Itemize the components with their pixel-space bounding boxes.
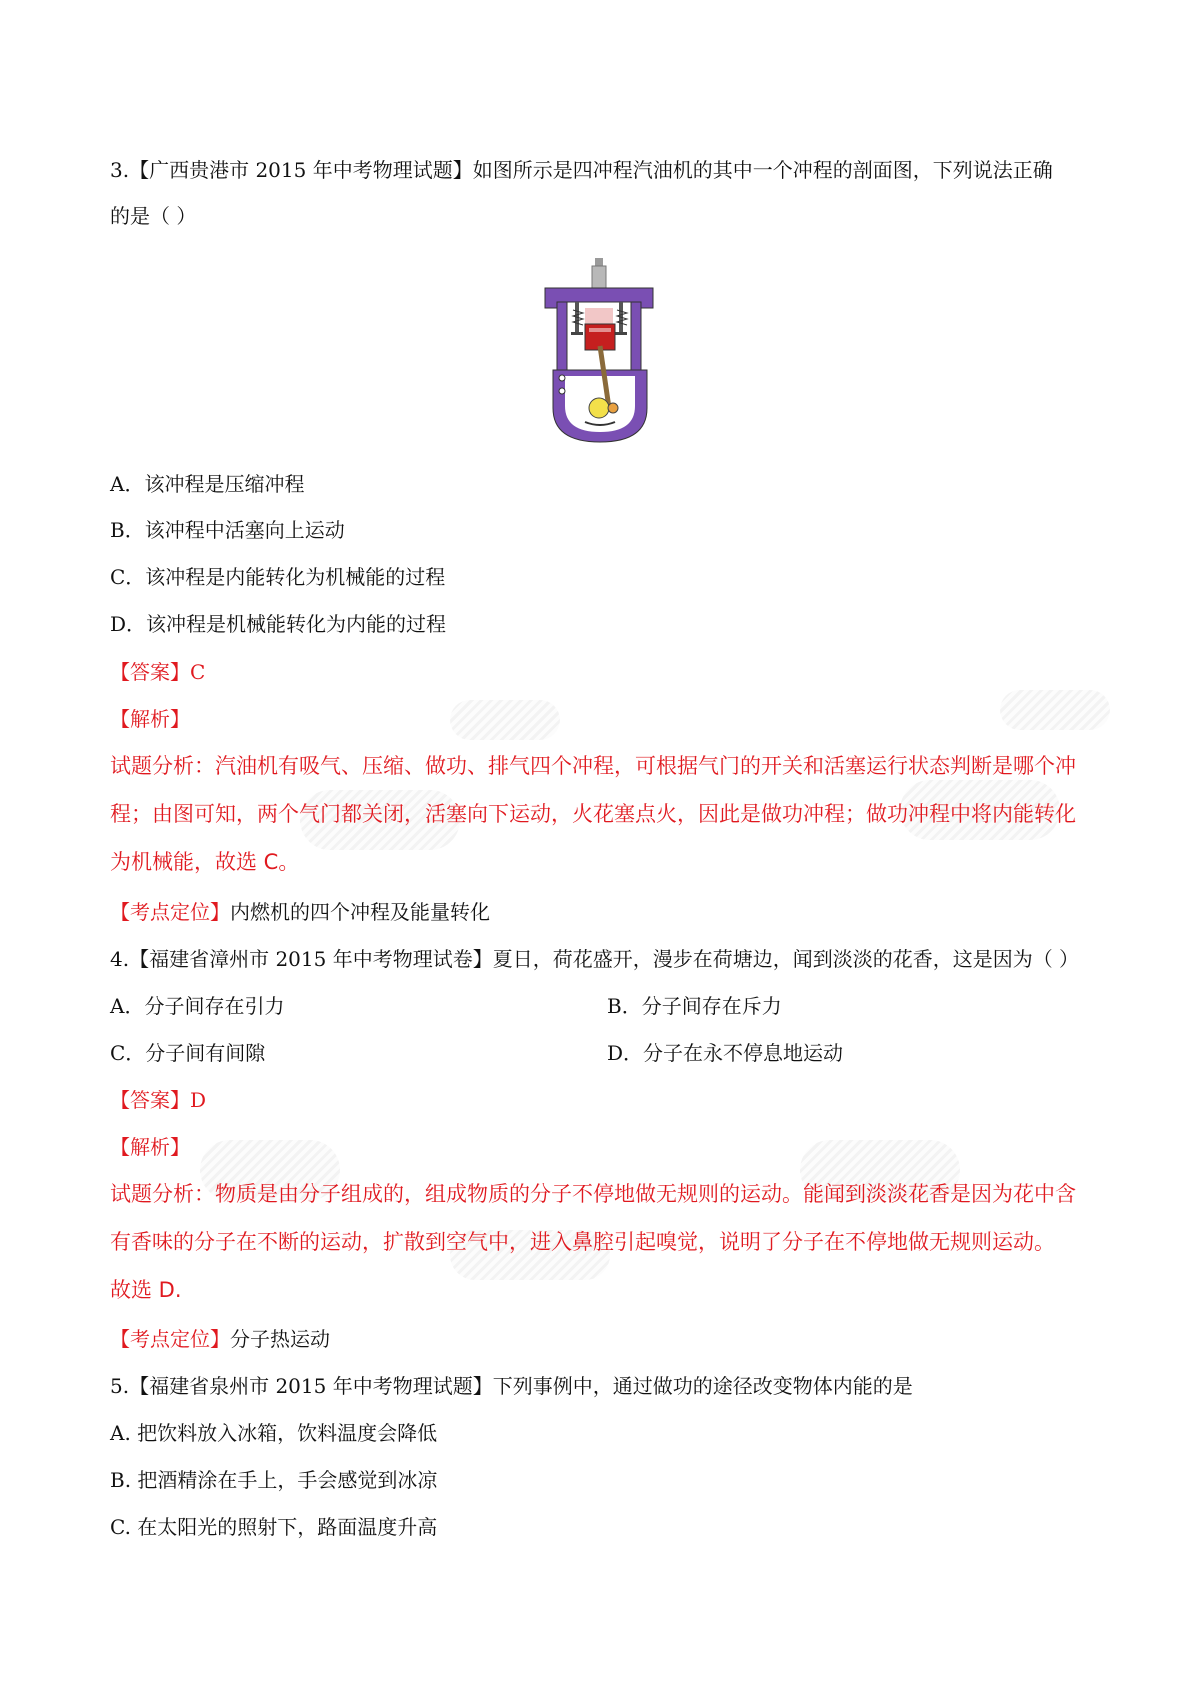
answer-value: C [190,660,206,684]
q4-option-c: C．分子间有间隙 [110,1041,266,1065]
point-label: 【考点定位】 [110,900,230,924]
q3-stem-line1: 3.【广西贵港市 2015 年中考物理试题】如图所示是四冲程汽油机的其中一个冲程的剖面图，下列说法正确 [110,158,1053,182]
q3-option-b: B．该冲程中活塞向上运动 [110,518,345,542]
q5-option-c: C. 在太阳光的照射下，路面温度升高 [110,1515,438,1539]
q4-analysis-line3: 故选 D. [110,1278,182,1302]
q5-stem: 5.【福建省泉州市 2015 年中考物理试题】下列事例中，通过做功的途径改变物体内能的是 [110,1374,913,1398]
q3-analysis-line1: 试题分析：汽油机有吸气、压缩、做功、排气四个冲程，可根据气门的开关和活塞运行状态判断是哪个冲 [110,754,1076,778]
q4-point [110,1325,330,1353]
answer-label: 【答案】 [110,660,190,684]
q4-option-b: B．分子间存在斥力 [607,994,782,1018]
q5-option-b: B. 把酒精涂在手上，手会感觉到冰凉 [110,1468,438,1492]
q3-analysis-label: 【解析】 [110,707,190,731]
answer-label: 【答案】 [110,1088,190,1112]
q3-point [110,898,490,926]
four-stroke-engine-icon [535,258,665,444]
answer-value: D [190,1088,207,1112]
q4-analysis-label: 【解析】 [110,1135,190,1159]
q4-analysis-line2: 有香味的分子在不断的运动，扩散到空气中，进入鼻腔引起嗅觉，说明了分子在不停地做无规则运动。 [110,1230,1055,1254]
watermark-patch [1000,690,1110,730]
q3-analysis-line2: 程；由图可知，两个气门都关闭，活塞向下运动，火花塞点火，因此是做功冲程；做功冲程中将内能转化 [110,802,1076,826]
point-value: 分子热运动 [230,1327,330,1351]
q3-option-c: C．该冲程是内能转化为机械能的过程 [110,565,446,589]
point-value: 内燃机的四个冲程及能量转化 [230,900,490,924]
q3-option-a: A．该冲程是压缩冲程 [110,472,305,496]
engine-cross-section-figure [535,258,665,444]
q3-analysis-line3: 为机械能，故选 C。 [110,850,300,874]
watermark-patch [450,700,560,740]
q5-option-a: A. 把饮料放入冰箱，饮料温度会降低 [110,1421,438,1445]
q4-option-d: D．分子在永不停息地运动 [607,1041,844,1065]
q4-answer [110,1086,206,1114]
point-label: 【考点定位】 [110,1327,230,1351]
q3-stem-line2: 的是（ ） [110,204,197,228]
q4-stem: 4.【福建省漳州市 2015 年中考物理试卷】夏日，荷花盛开，漫步在荷塘边，闻到淡淡的花香，这是因为（ ） [110,947,1080,971]
q4-analysis-line1: 试题分析：物质是由分子组成的，组成物质的分子不停地做无规则的运动。能闻到淡淡花香是因为花中含 [110,1182,1076,1206]
q4-option-a: A．分子间存在引力 [110,994,285,1018]
q3-option-d: D．该冲程是机械能转化为内能的过程 [110,612,447,636]
q3-answer [110,658,205,686]
